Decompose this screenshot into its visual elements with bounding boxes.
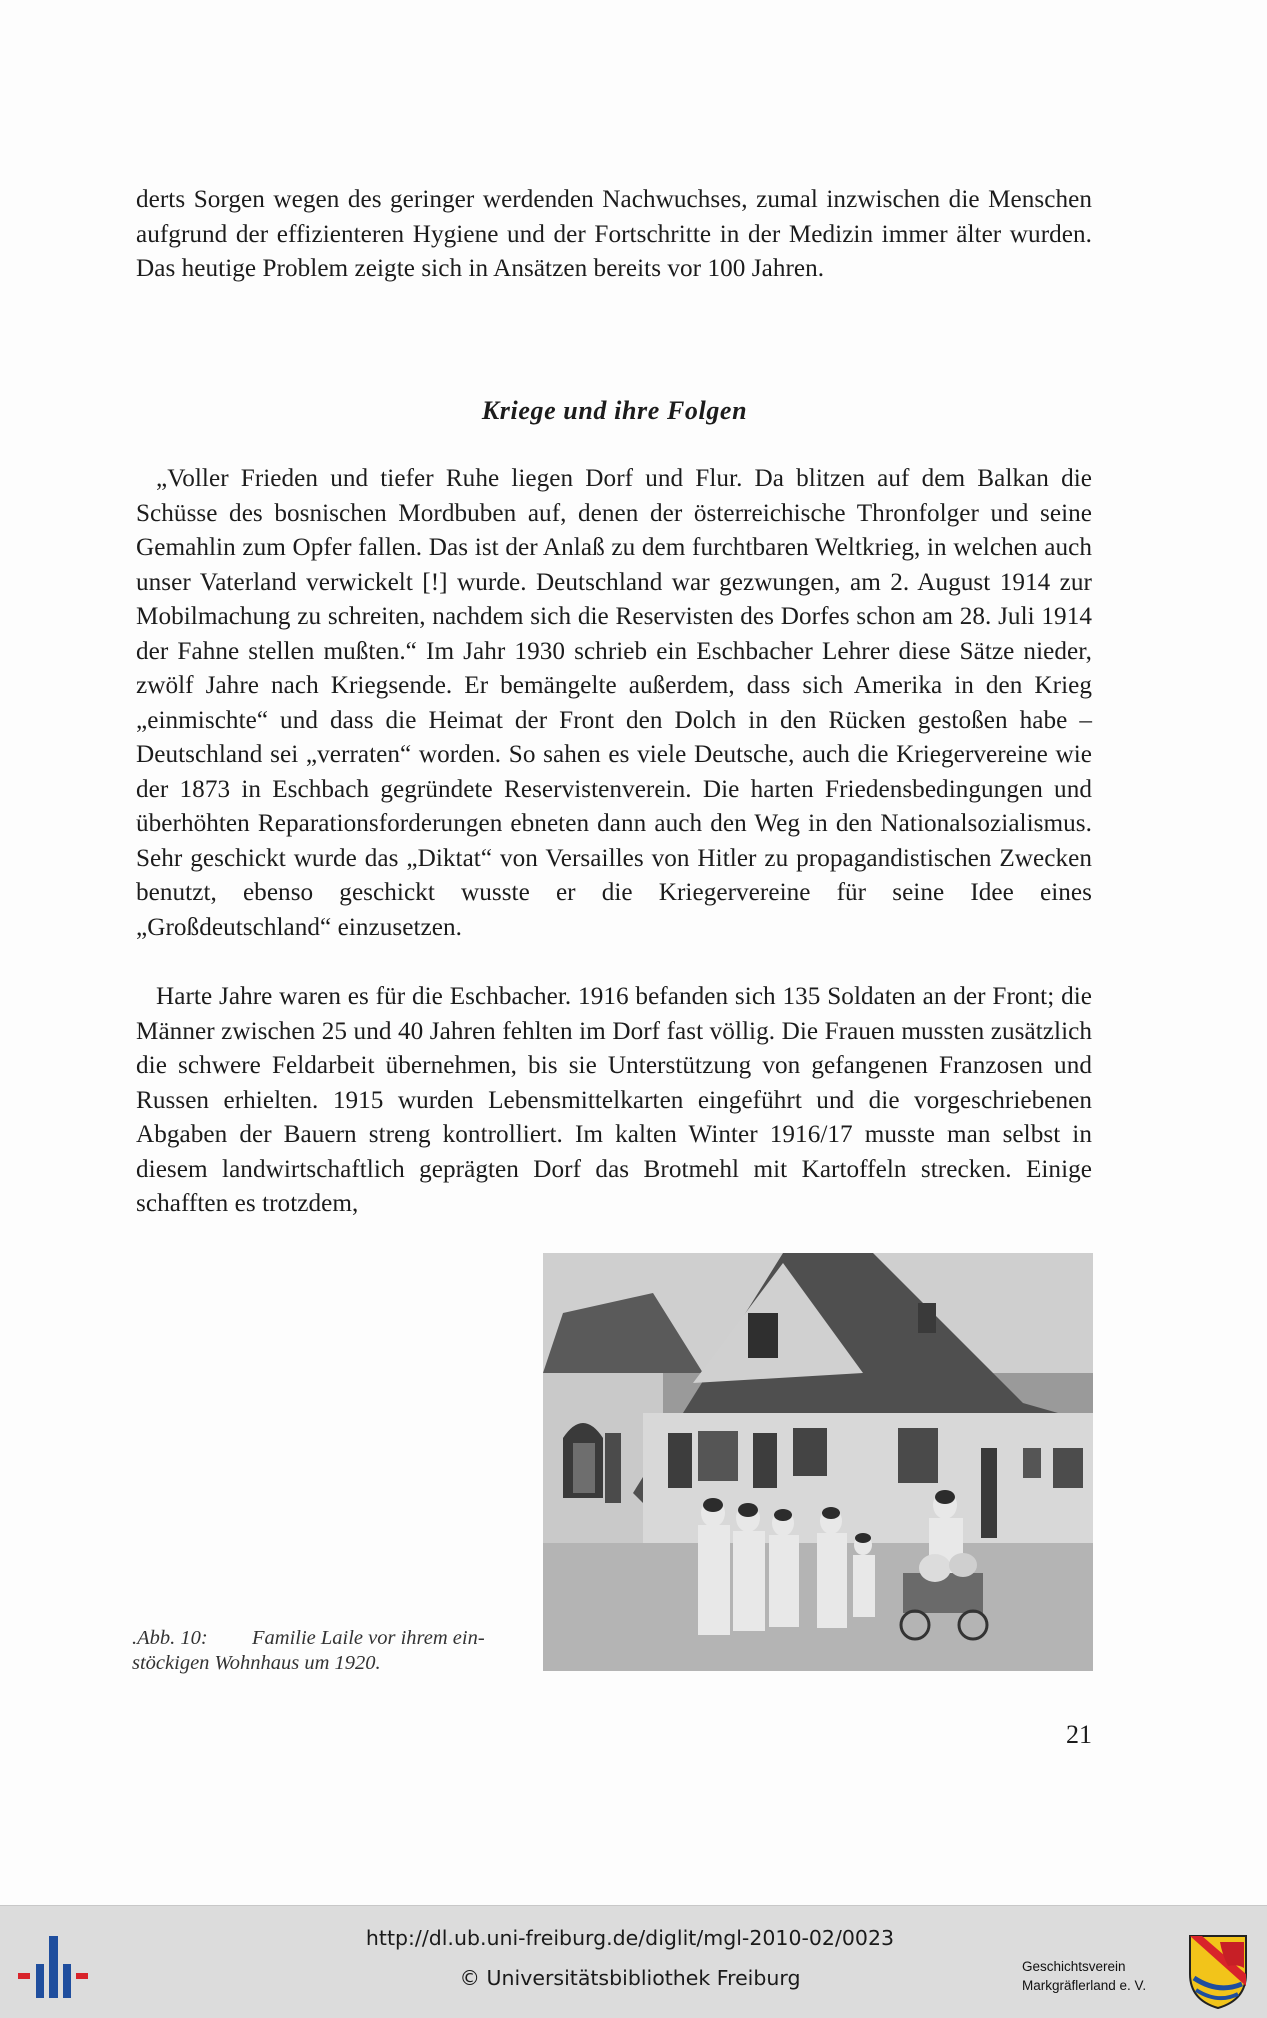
section-heading: Kriege und ihre Folgen: [481, 396, 748, 425]
society-line1: Geschichtsverein: [1022, 1959, 1126, 1974]
page-number: 21: [1066, 1720, 1092, 1749]
ub-freiburg-logo-icon: [18, 1936, 88, 1998]
paragraph-quote: „Voller Frieden und tiefer Ruhe liegen Dorf und Flur. Da blitzen auf dem Balkan die Schüsse des bosnischen Mordbuben auf, denen der österreichische Thronfolger und seine Gemahlin zum Opfer fallen. Das ist der Anlaß zu dem furchtbaren Weltkrieg, in welchen auch unser Vaterland verwickelt [!] wurde. Deutschland war gezwungen, am 2. August 1914 zur Mobilmachung zu schreiten, nachdem sich die Reservisten des Dorfes schon am 28. Juli 1914 der Fahne stellen mußten.“ Im Jahr 1930 schrieb ein Eschbacher Lehrer diese Sätze nieder, zwölf Jahre nach Kriegsende. Er bemängelte außerdem, dass sich Amerika in den Krieg „einmischte“ und dass die Heimat der Front den Dolch in den Rücken gestoßen habe – Deutschland sei „verraten“ worden. So sahen es viele Deutsche, auch die Kriegervereine wie der 1873 in Eschbach gegründete Reservistenverein. Die harten Friedensbedingungen und überhöhten Reparationsforderungen ebneten dann auch den Weg in den Nationalsozialismus. Sehr geschickt wurde das „Diktat“ von Versailles von Hitler zu propagandistischen Zwecken benutzt, ebenso geschickt wusste er die Kriegervereine für seine Idee eines „Großdeutschland“ einzusetzen.: [136, 465, 1092, 941]
paragraph-hard-years: Harte Jahre waren es für die Eschbacher. 1916 befanden sich 135 Soldaten an der Front; die Männer zwischen 25 und 40 Jahren fehlten im Dorf fast völlig. Die Frauen mussten zusätzlich die schwere Feldarbeit übernehmen, bis sie Unterstützung von gefangenen Franzosen und Russen erhielten. 1915 wurden Lebensmittelkarten eingeführt und die vorgeschriebenen Abgaben der Bauern streng kontrolliert. Im kalten Winter 1916/17 musste man selbst in diesem landwirtschaftlich geprägten Dorf das Brotmehl mit Kartoffeln strecken. Einige schafften es trotzdem,: [136, 983, 1092, 1217]
copyright-text: © Universitätsbibliothek Freiburg: [459, 1966, 801, 1990]
family-house-photo: [543, 1253, 1093, 1671]
society-line2: Markgräflerland e. V.: [1022, 1978, 1147, 1993]
paragraph-intro: derts Sorgen wegen des geringer werdenden Nachwuchses, zumal inzwischen die Menschen aufgrund der effizienteren Hygiene und der Fortschritte in der Medizin immer älter wurden. Das heutige Problem zeigte sich in Ansätzen bereits vor 100 Jahren.: [136, 186, 1092, 282]
figure-caption-line1: Familie Laile vor ihrem ein-: [252, 1627, 485, 1649]
society-name: [1022, 1957, 1182, 1995]
viewer-footer: [0, 1905, 1267, 2018]
figure-label: .Abb. 10:: [132, 1627, 208, 1649]
coat-of-arms-icon: [1188, 1934, 1248, 2010]
figure-caption-line2: stöckigen Wohnhaus um 1920.: [132, 1652, 381, 1674]
document-url-link[interactable]: http://dl.ub.uni-freiburg.de/diglit/mgl-2010-02/0023: [365, 1926, 895, 1950]
figure-caption: [132, 1626, 532, 1676]
